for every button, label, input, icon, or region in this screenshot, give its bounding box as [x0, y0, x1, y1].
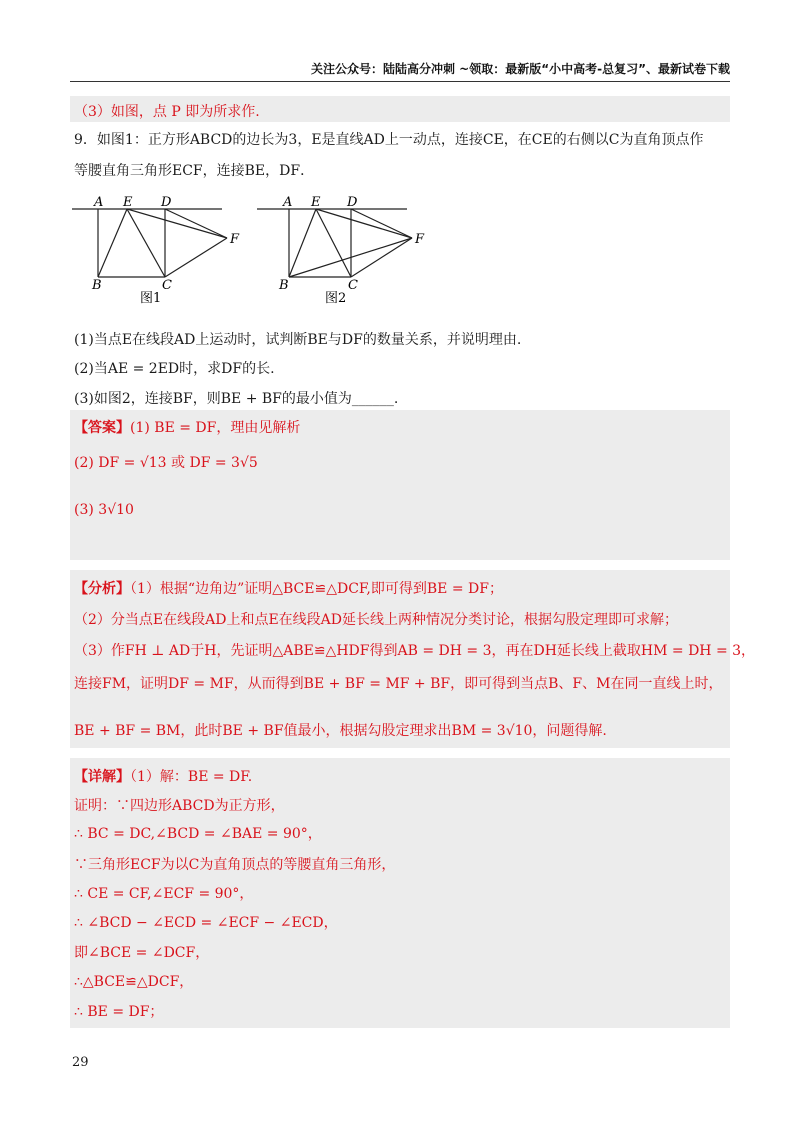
question-line-2: 等腰直角三角形ECF，连接BE，DF．: [74, 163, 315, 179]
answer-1: (1) BE = DF，理由见解析: [130, 420, 301, 436]
fig1-label-b: B: [92, 278, 102, 293]
answer-3: (3) 3√10: [74, 502, 134, 518]
fig1-label-a: A: [94, 195, 104, 210]
analysis-line-3: （3）作FH ⊥ AD于H，先证明△ABE≌△HDF得到AB = DH = 3，再在DH延长线上截取HM = DH = 3，: [74, 643, 756, 659]
detail-line-5: ∴ ∠BCD − ∠ECD = ∠ECF − ∠ECD，: [74, 915, 338, 931]
fig1-label-e: E: [123, 195, 133, 210]
fig1-label-f: F: [230, 232, 240, 247]
analysis-line-5: BE + BF = BM，此时BE + BF值最小，根据勾股定理求出BM = 3√10，问题得解.: [74, 723, 607, 739]
prev-answer-line: （3）如图，点 P 即为所求作.: [74, 104, 260, 120]
analysis-line-1: [74, 578, 503, 598]
fig2-caption: 图2: [325, 291, 347, 306]
analysis-tag: 【分析】: [74, 581, 130, 597]
detail-line-8: ∴ BE = DF；: [74, 1004, 164, 1020]
analysis-line-4: 连接FM，证明DF = MF，从而得到BE + BF = MF + BF，即可得到当点B、F、M在同一直线上时，: [74, 676, 723, 692]
analysis-text-1: （1）根据“边角边”证明△BCE≌△DCF,即可得到BE = DF；: [130, 581, 503, 597]
detail-line-4: ∴ CE = CF,∠ECF = 90°，: [74, 886, 254, 902]
analysis-line-2: （2）分当点E在线段AD上和点E在线段AD延长线上两种情况分类讨论，根据勾股定理即可求解；: [74, 612, 679, 628]
answer-2: (2) DF = √13 或 DF = 3√5: [74, 455, 258, 471]
detail-line-1: 证明：∵四边形ABCD为正方形，: [74, 798, 285, 814]
page-number: 29: [72, 1055, 89, 1070]
detail-tag: 【详解】: [74, 769, 130, 785]
fig2-label-c: C: [348, 278, 358, 293]
figure-2: [255, 195, 435, 307]
detail-line-7: ∴△BCE≌△DCF，: [74, 974, 194, 990]
fig1-label-c: C: [162, 278, 172, 293]
question-line-1: 9．如图1：正方形ABCD的边长为3，E是直线AD上一动点，连接CE，在CE的右侧以C为直角顶点作: [74, 132, 704, 148]
question-part-3: (3)如图2，连接BF，则BE + BF的最小值为______.: [74, 391, 399, 407]
fig2-label-e: E: [311, 195, 321, 210]
detail-line-2: ∴ BC = DC,∠BCD = ∠BAE = 90°，: [74, 826, 322, 842]
answer-line-1: [74, 417, 300, 437]
fig2-label-b: B: [279, 278, 289, 293]
detail-line-6: 即∠BCE = ∠DCF，: [74, 945, 210, 961]
fig1-caption: 图1: [140, 291, 162, 306]
fig2-label-a: A: [283, 195, 293, 210]
question-part-2: (2)当AE = 2ED时，求DF的长.: [74, 361, 275, 377]
detail-line-0: [74, 766, 252, 786]
fig2-label-d: D: [347, 195, 358, 210]
detail-text-0: （1）解：BE = DF.: [130, 769, 253, 785]
answer-tag: 【答案】: [74, 420, 130, 436]
question-part-1: (1)当点E在线段AD上运动时，试判断BE与DF的数量关系，并说明理由.: [74, 332, 522, 348]
fig2-label-f: F: [415, 232, 425, 247]
detail-line-3: ∵三角形ECF为以C为直角顶点的等腰直角三角形，: [74, 857, 396, 873]
page-header: 关注公众号：陆陆高分冲刺 ~领取：最新版“小中高考-总复习”、最新试卷下载: [70, 60, 730, 82]
fig1-label-d: D: [161, 195, 172, 210]
figure-1: [70, 195, 250, 307]
